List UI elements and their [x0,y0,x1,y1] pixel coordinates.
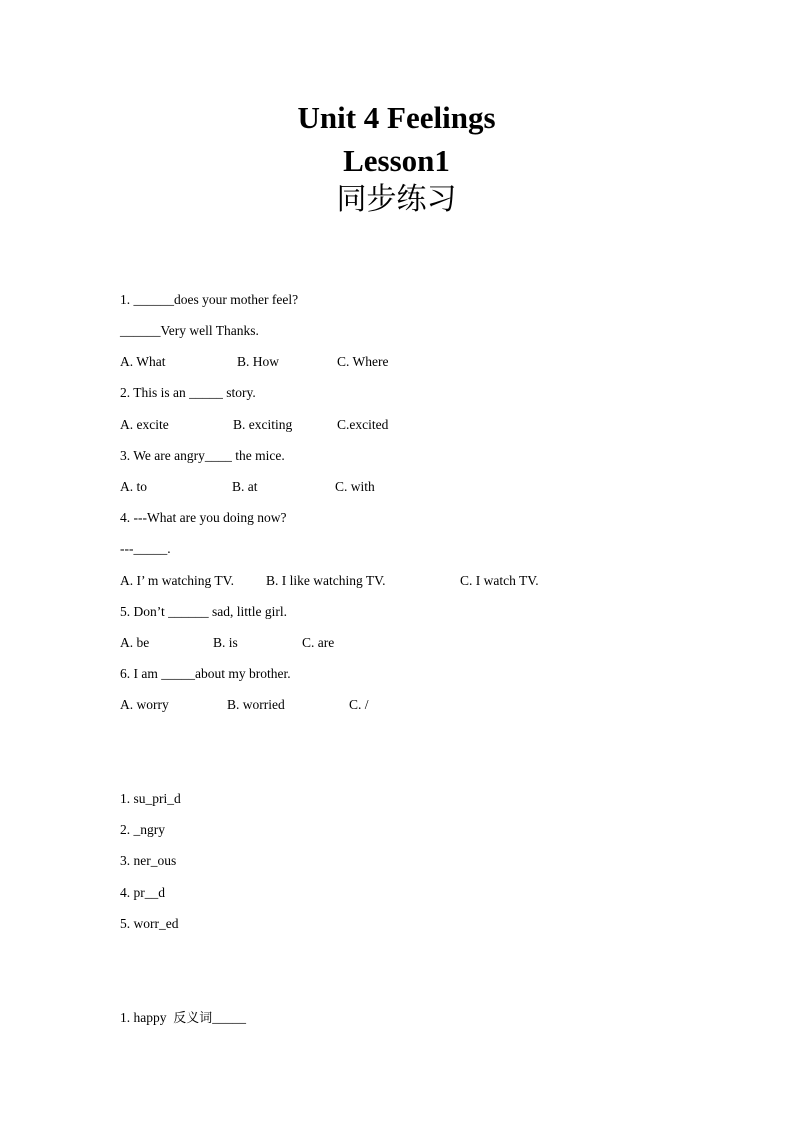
question-1-option-b: B. How [237,354,280,369]
question-3-stem: 3. We are angry____ the mice. [120,448,285,463]
question-1-option-c: C. Where [337,354,389,369]
question-5-option-c: C. are [302,635,335,650]
word-item-4: 4. pr__d [120,885,165,900]
question-4-option-b: B. I like watching TV. [266,573,386,588]
antonym-item-1 [120,1009,246,1028]
question-5-stem: 5. Don’t ______ sad, little girl. [120,604,287,619]
question-5-option-a: A. be [120,635,150,650]
question-3-option-c: C. with [335,479,375,494]
question-5-option-b: B. is [213,635,238,650]
word-item-5: 5. worr_ed [120,916,179,931]
question-2-option-b: B. exciting [233,417,293,432]
antonym-label: 反义词 [173,1011,213,1026]
question-3-option-b: B. at [232,479,258,494]
question-1-response: ______Very well Thanks. [120,323,259,338]
antonym-blank: _____ [212,1010,247,1025]
question-4-option-c: C. I watch TV. [460,573,539,588]
question-6-option-b: B. worried [227,697,285,712]
question-2-option-a: A. excite [120,417,169,432]
page-subtitle: 同步练习 [336,182,457,217]
page-title: Unit 4 Feelings [297,100,496,135]
question-4-option-a: A. I’ m watching TV. [120,573,234,588]
question-2-option-c: C.excited [337,417,389,432]
question-6-stem: 6. I am _____about my brother. [120,666,291,681]
question-1-stem: 1. ______does your mother feel? [120,292,299,307]
question-2-stem: 2. This is an _____ story. [120,385,256,400]
lesson-title: Lesson1 [343,143,450,178]
word-item-1: 1. su_pri_d [120,791,181,806]
question-4-stem: 4. ---What are you doing now? [120,510,287,525]
question-6-option-a: A. worry [120,697,169,712]
question-3-option-a: A. to [120,479,147,494]
question-4-response: ---_____. [120,541,171,556]
word-item-2: 2. _ngry [120,822,165,837]
question-6-option-c: C. / [349,697,369,712]
antonym-word: 1. happy [120,1010,167,1025]
question-1-option-a: A. What [120,354,166,369]
word-item-3: 3. ner_ous [120,853,177,868]
